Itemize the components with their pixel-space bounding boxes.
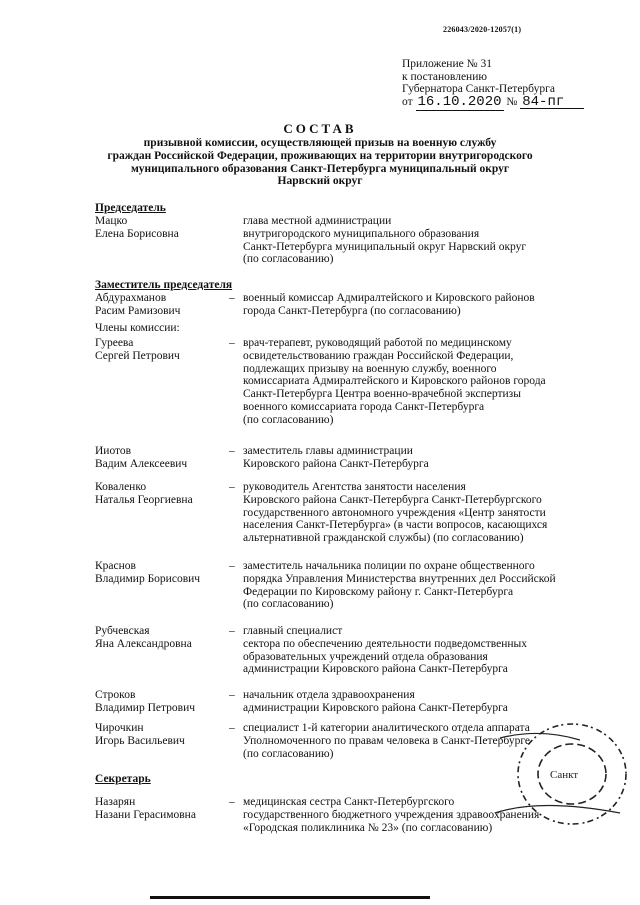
role-line: специалист 1-й категории аналитического отдела аппарата xyxy=(243,722,530,734)
role-line: Федерации по Кировскому району г. Санкт-Петербурга xyxy=(243,585,514,598)
section-secretary: Секретарь xyxy=(95,773,151,785)
surname: Рубчевская xyxy=(95,625,150,637)
role-line: Уполномоченного по правам человека в Санкт-Петербурге xyxy=(243,734,530,747)
person-name xyxy=(95,337,230,363)
signature-line xyxy=(150,896,430,899)
role-line: глава местной администрации xyxy=(243,215,392,227)
role-line: (по согласованию) xyxy=(243,253,334,266)
given-names: Владимир Петрович xyxy=(95,701,196,714)
document-number: 226043/2020-12057(1) xyxy=(443,25,522,34)
section-deputy: Заместитель председателя xyxy=(95,279,233,291)
role-line: военного комиссариата города Санкт-Петербурга xyxy=(243,400,485,413)
given-names: Назани Герасимовна xyxy=(95,808,196,821)
surname: Коваленко xyxy=(95,481,147,493)
role-line: (по согласованию) xyxy=(243,747,334,760)
surname: Краснов xyxy=(95,560,136,572)
person-name xyxy=(95,796,230,822)
role-line: Кировского района Санкт-Петербурга Санкт-Петербургского xyxy=(243,493,542,506)
subtitle-line: Нарвский округ xyxy=(277,175,363,188)
given-names: Расим Рамизович xyxy=(95,304,181,317)
decree-number: 84-пг xyxy=(520,96,584,110)
role-line: администрации Кировского района Санкт-Петербурга xyxy=(243,701,508,714)
dash: – xyxy=(229,625,235,637)
role-line: города Санкт-Петербурга (по согласованию) xyxy=(243,304,461,317)
surname: Назарян xyxy=(95,796,136,808)
dash: – xyxy=(229,445,235,457)
number-sign: № xyxy=(506,95,518,108)
person-name xyxy=(95,722,230,748)
appendix-date-line xyxy=(402,93,584,110)
person-name xyxy=(95,292,230,318)
subtitle-line: муниципального образования Санкт-Петербурга муниципальный округ xyxy=(130,162,510,175)
dash: – xyxy=(229,689,235,701)
dash: – xyxy=(229,292,235,304)
decree-date: 16.10.2020 xyxy=(417,93,502,110)
given-names: Наталья Георгиевна xyxy=(95,493,193,506)
surname: Чирочкин xyxy=(95,722,144,734)
person-role xyxy=(243,337,595,427)
person-role xyxy=(243,292,595,318)
role-line: заместитель главы администрации xyxy=(243,445,413,457)
role-line: заместитель начальника полиции по охране общественного xyxy=(243,560,535,572)
appendix-line-1: Приложение № 31 xyxy=(402,58,492,70)
person-name xyxy=(95,560,230,586)
surname: Абдурахманов xyxy=(95,292,167,304)
given-names: Владимир Борисович xyxy=(95,572,201,585)
appendix-line-2: к постановлению xyxy=(402,70,487,83)
role-line: врач-терапевт, руководящий работой по медицинскому xyxy=(243,337,512,349)
date-prefix: от xyxy=(402,95,413,108)
given-names: Елена Борисовна xyxy=(95,227,179,240)
role-line: государственного бюджетного учреждения здравоохранения xyxy=(243,808,540,821)
dash: – xyxy=(229,796,235,808)
role-line: населения Санкт-Петербурга» (в части вопросов, касающихся xyxy=(243,519,548,532)
person-role xyxy=(243,215,595,266)
role-line: внутригородского муниципального образования xyxy=(243,227,480,240)
person-role xyxy=(243,481,595,545)
given-names: Яна Александровна xyxy=(95,637,192,650)
surname: Ииотов xyxy=(95,445,132,457)
person-role xyxy=(243,689,595,715)
person-role xyxy=(243,560,595,611)
role-line: подлежащих призыву на военную службу, военного xyxy=(243,362,497,375)
role-line: комиссариата Адмиралтейского и Кировского районов города xyxy=(243,375,546,388)
round-stamp xyxy=(480,718,630,828)
given-names: Сергей Петрович xyxy=(95,349,180,362)
role-line: «Городская поликлиника № 23» (по согласованию) xyxy=(243,821,493,834)
surname: Гуреева xyxy=(95,337,134,349)
subtitle-line: призывной комиссии, осуществляющей призыв на военную службу xyxy=(143,137,497,149)
role-line: Кировского района Санкт-Петербурга xyxy=(243,457,429,470)
role-line: государственного автономного учреждения «Центр занятости xyxy=(243,506,546,519)
role-line: руководитель Агентства занятости населения xyxy=(243,481,466,493)
subtitle-line: граждан Российской Федерации, проживающих на территории внутригородского xyxy=(107,149,533,162)
dash: – xyxy=(229,481,235,493)
person-name xyxy=(95,445,230,471)
appendix-block xyxy=(402,58,584,109)
appendix-line-3: Губернатора Санкт-Петербурга xyxy=(402,83,555,95)
surname: Строков xyxy=(95,689,136,701)
role-line: образовательных учреждений отдела образования xyxy=(243,650,488,663)
role-line: медицинская сестра Санкт-Петербургского xyxy=(243,796,455,808)
role-line: (по согласованию) xyxy=(243,598,334,611)
surname: Мацко xyxy=(95,215,128,227)
person-name xyxy=(95,689,230,715)
role-line: военный комиссар Адмиралтейского и Кировского районов xyxy=(243,292,535,304)
role-line: администрации Кировского района Санкт-Петербурга xyxy=(243,663,508,676)
document-subtitle xyxy=(100,137,540,188)
section-chair: Председатель xyxy=(95,202,166,214)
section-members: Члены комиссии: xyxy=(95,322,180,334)
person-name xyxy=(95,625,230,651)
role-line: Санкт-Петербурга Центра военно-врачебной экспертизы xyxy=(243,388,521,401)
given-names: Вадим Алексеевич xyxy=(95,457,188,470)
role-line: порядка Управления Министерства внутренних дел Российской xyxy=(243,572,556,585)
role-line: освидетельствованию граждан Российской Федерации, xyxy=(243,349,514,362)
role-line: альтернативной гражданской службы) (по согласованию) xyxy=(243,532,524,545)
role-line: Санкт-Петербурга муниципальный округ Нарвский округ xyxy=(243,240,527,253)
person-name xyxy=(95,481,230,507)
given-names: Игорь Васильевич xyxy=(95,734,185,747)
dash: – xyxy=(229,560,235,572)
role-line: (по согласованию) xyxy=(243,413,334,426)
role-line: главный специалист xyxy=(243,625,343,637)
document-title: СОСТАВ xyxy=(283,121,357,136)
person-role xyxy=(243,445,595,471)
person-role xyxy=(243,625,595,676)
person-name xyxy=(95,215,230,241)
role-line: сектора по обеспечению деятельности подведомственных xyxy=(243,637,527,650)
dash: – xyxy=(229,722,235,734)
dash: – xyxy=(229,337,235,349)
stamp-text: Санкт xyxy=(550,769,579,781)
role-line: начальник отдела здравоохранения xyxy=(243,689,415,701)
